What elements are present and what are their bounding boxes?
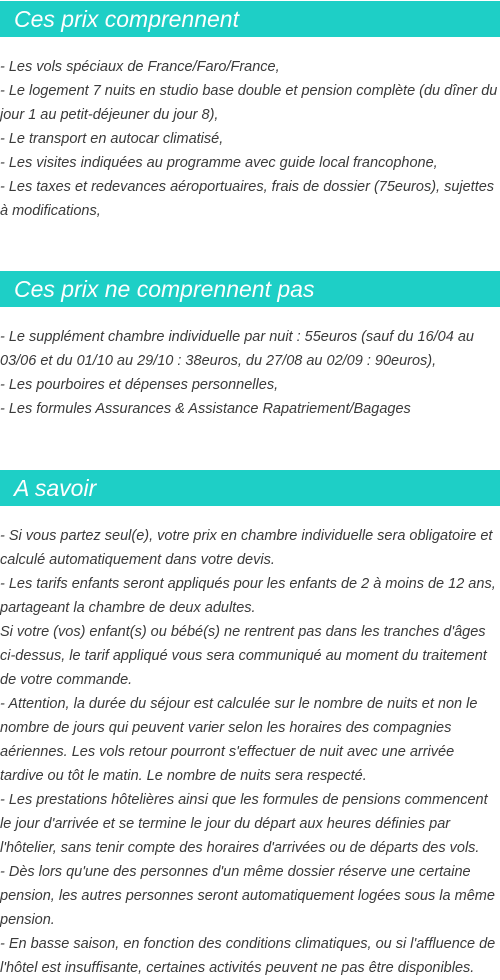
section-heading: Ces prix ne comprennent pas (0, 271, 500, 307)
section-included (0, 1, 500, 223)
list-item: - Le transport en autocar climatisé, (0, 131, 224, 147)
list-item: - Les tarifs enfants seront appliqués pour les enfants de 2 à moins de 12 ans, partageant la chambre de deux adultes. (0, 576, 496, 616)
section-heading: Ces prix comprennent (0, 1, 500, 37)
list-item: - Dès lors qu'une des personnes d'un même dossier réserve une certaine pension, les autres personnes seront automatiquement logées sous la même pension. (0, 864, 495, 928)
section-good-to-know (0, 470, 500, 980)
list-item: - En basse saison, en fonction des conditions climatiques, ou si l'affluence de l'hôtel est insuffisante, certaines activités peuvent ne pas être disponibles. (0, 936, 496, 976)
list-item: - Les prestations hôtelières ainsi que les formules de pensions commencent le jour d'arrivée et se termine le jour du départ aux heures définies par l'hôtelier, sans tenir compte des horaires d'arrivées ou de départs des vols. (0, 792, 488, 856)
list-item: - Les formules Assurances & Assistance Rapatriement/Bagages (0, 401, 411, 417)
included-list (0, 55, 500, 223)
good-to-know-list (0, 524, 500, 980)
list-item: - Les visites indiquées au programme avec guide local francophone, (0, 155, 438, 171)
section-not-included (0, 271, 500, 421)
list-item: - Le supplément chambre individuelle par nuit : 55euros (sauf du 16/04 au 03/06 et du 01/10 au 29/10 : 38euros, du 27/08 au 02/09 : 90euros), (0, 329, 474, 369)
section-heading: A savoir (0, 470, 500, 506)
list-item: - Les vols spéciaux de France/Faro/France, (0, 59, 280, 75)
list-item: - Les pourboires et dépenses personnelles, (0, 377, 279, 393)
list-item: - Les taxes et redevances aéroportuaires, frais de dossier (75euros), sujettes à modifications, (0, 179, 495, 219)
not-included-list (0, 325, 500, 421)
list-item: Si votre (vos) enfant(s) ou bébé(s) ne rentrent pas dans les tranches d'âges ci-dessus, le tarif appliqué vous sera communiqué au moment du traitement de votre commande. (0, 624, 487, 688)
list-item: - Attention, la durée du séjour est calculée sur le nombre de nuits et non le nombre de jours qui peuvent varier selon les horaires des compagnies aériennes. Les vols retour pourront s'effectuer de nuit avec une arrivée tardive ou tôt le matin. Le nombre de nuits sera respecté. (0, 696, 478, 784)
list-item: - Le logement 7 nuits en studio base double et pension complète (du dîner du jour 1 au petit-déjeuner du jour 8), (0, 83, 498, 123)
list-item: - Si vous partez seul(e), votre prix en chambre individuelle sera obligatoire et calculé automatiquement dans votre devis. (0, 528, 493, 568)
